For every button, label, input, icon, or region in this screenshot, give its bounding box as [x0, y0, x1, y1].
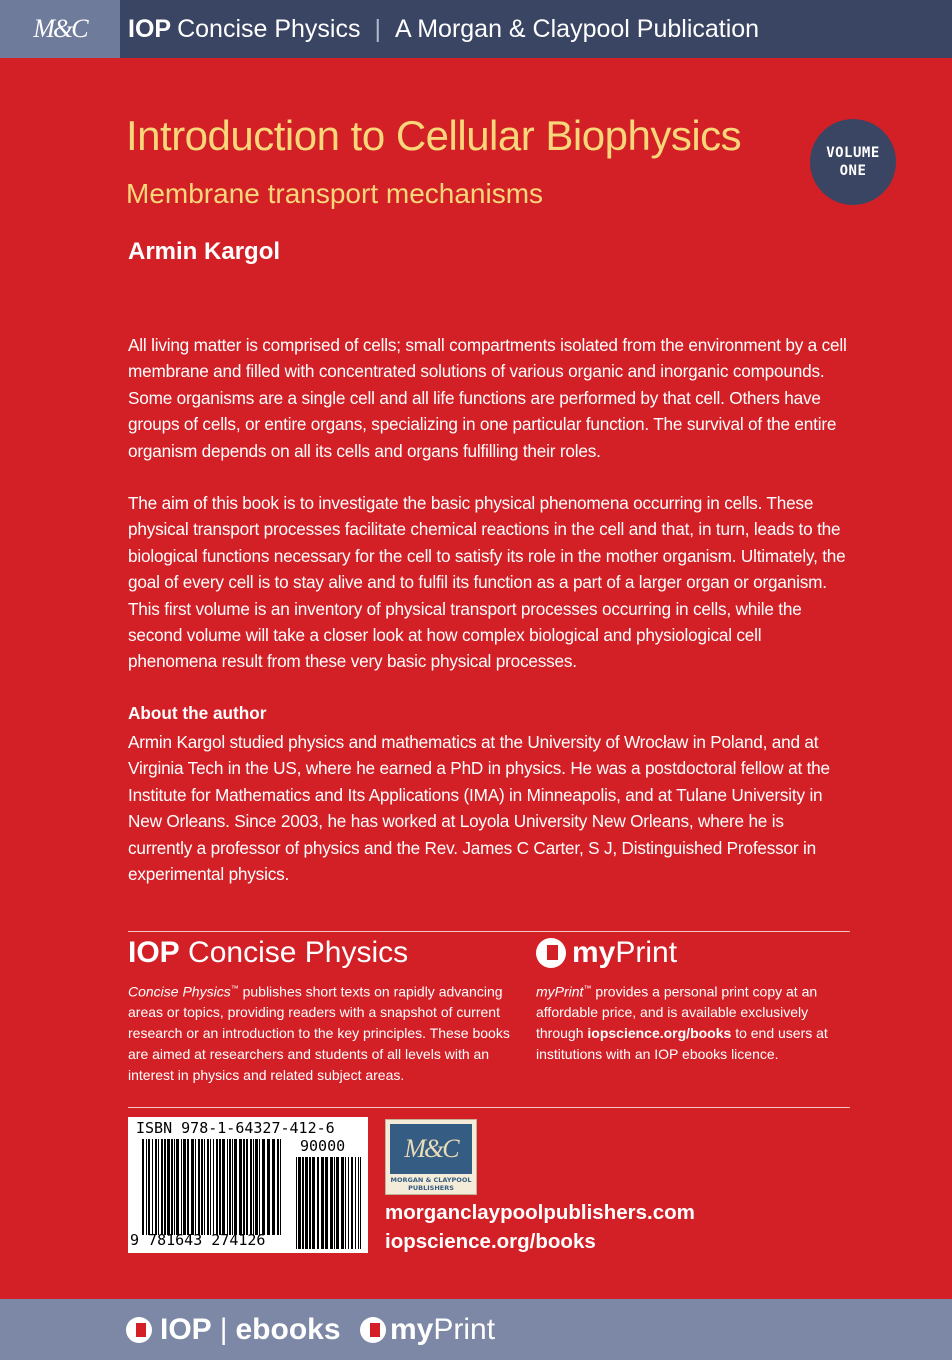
- volume-number: ONE: [839, 163, 867, 179]
- divider-bottom: [128, 1107, 850, 1108]
- imprint-caption-line1: MORGAN & CLAYPOOL: [390, 1176, 472, 1184]
- mc-logo-text: M&C: [33, 14, 87, 43]
- volume-badge: [810, 119, 896, 205]
- publisher-url[interactable]: morganclaypoolpublishers.com: [385, 1201, 695, 1224]
- barcode-bars-icon: [142, 1139, 282, 1235]
- divider-top: [128, 931, 850, 932]
- publication-line: A Morgan & Claypool Publication: [394, 14, 760, 43]
- footer-separator: |: [219, 1313, 228, 1346]
- publisher-logo: [0, 0, 120, 58]
- concise-physics-logo: [128, 936, 408, 970]
- banner-separator: |: [374, 14, 381, 43]
- blurb-paragraph-1: All living matter is comprised of cells; small compartments isolated from the environment by a cell membrane and filled with concentrated solutions of various organic and inorganic compounds. Some organisms are a single cell and all life functions are performed by that cell. Others have groups of cells, or entire organs, specializing in one particular function. The survival of the entire organism depends on all its cells and organs fulfilling their roles.: [128, 335, 847, 461]
- series-prefix: IOP: [128, 14, 172, 43]
- myprint-logo: [536, 936, 677, 970]
- myprint-link[interactable]: iopscience.org/books: [587, 1025, 732, 1042]
- footer-iop: IOP: [160, 1313, 212, 1346]
- concise-logo-iop: IOP: [128, 936, 180, 969]
- book-author: Armin Kargol: [128, 238, 281, 265]
- barcode-addon-bars-icon: [296, 1157, 362, 1249]
- barcode-addon-number: 90000: [300, 1137, 346, 1155]
- top-bar: [0, 0, 952, 58]
- footer-my: my: [390, 1313, 434, 1346]
- iop-ebooks-logo: [126, 1313, 341, 1347]
- blurb-paragraph-2: The aim of this book is to investigate the basic physical phenomena occurring in cells. These physical transport processes facilitate chemical reactions in the cell and that, in turn, leads to the biological functions necessary for the cell to satisfy its role in the mother organism. Ultimately, the goal of every cell is to stay alive and to fulfil its function as a part of a larger organ or organism. This first volume is an inventory of physical transport processes occurring in cells, while the second volume will take a closer look at how complex biological and physiological cell phenomena result from these very basic physical processes.: [128, 493, 846, 672]
- imprint-logo-mark: [390, 1124, 472, 1174]
- myprint-icon: [536, 938, 566, 968]
- imprint-logo-mc: M&C: [404, 1134, 458, 1163]
- concise-physics-description: [128, 979, 518, 1086]
- concise-text: publishes short texts on rapidly advancing areas or topics, providing readers with a snapshot of current research or an introduction to the key principles. These books are aimed at researchers and students of all levels with an interest in physics and related subject areas.: [128, 983, 510, 1083]
- isbn-text: ISBN 978-1-64327-412-6: [136, 1119, 335, 1137]
- footer-print: Print: [433, 1313, 496, 1346]
- concise-tm: ™: [230, 984, 239, 993]
- concise-lead: Concise Physics: [128, 983, 231, 1000]
- imprint-caption-line2: PUBLISHERS: [408, 1184, 454, 1192]
- myprint-text-before: provides a personal print copy at an affordable price, and is available exclusively through: [536, 983, 818, 1042]
- myprint-description: [536, 979, 836, 1065]
- imprint-logo-caption: [388, 1176, 474, 1192]
- footer-myprint-logo: [360, 1313, 495, 1347]
- myprint-circle-icon: [360, 1317, 386, 1343]
- myprint-logo-print: Print: [615, 936, 678, 969]
- about-author-text: Armin Kargol studied physics and mathematics at the University of Wrocław in Poland, and at Virginia Tech in the US, where he earned a PhD in physics. He was a postdoctoral fellow at the Institute for Mathematics and Its Applications (IMA) in Minneapolis, and at Tulane University in New Orleans. Since 2003, he has worked at Loyola University New Orleans, where he is currently a professor of physics and the Rev. James C Carter, S J, Distinguished Professor in experimental physics.: [128, 732, 830, 885]
- book-title: Introduction to Cellular Biophysics: [126, 112, 742, 159]
- about-author-heading: About the author: [128, 703, 267, 723]
- volume-label: VOLUME: [826, 145, 880, 161]
- ean-number: 9 781643 274126: [130, 1231, 266, 1249]
- myprint-text-after: to end users at institutions with an IOP ebooks licence.: [536, 1025, 828, 1063]
- imprint-logo: [385, 1119, 477, 1195]
- book-subtitle: Membrane transport mechanisms: [126, 178, 544, 209]
- myprint-lead: myPrint: [536, 983, 584, 1000]
- footer-ebooks: ebooks: [235, 1313, 341, 1346]
- series-banner: [120, 15, 759, 44]
- barcode: [128, 1117, 368, 1253]
- concise-logo-name: Concise Physics: [188, 936, 409, 969]
- iop-circle-icon: [126, 1317, 152, 1343]
- myprint-tm: ™: [583, 984, 592, 993]
- series-name: Concise Physics: [177, 14, 361, 43]
- bottom-bar: [0, 1299, 952, 1360]
- iopscience-url[interactable]: iopscience.org/books: [385, 1230, 596, 1253]
- myprint-logo-my: my: [572, 936, 616, 969]
